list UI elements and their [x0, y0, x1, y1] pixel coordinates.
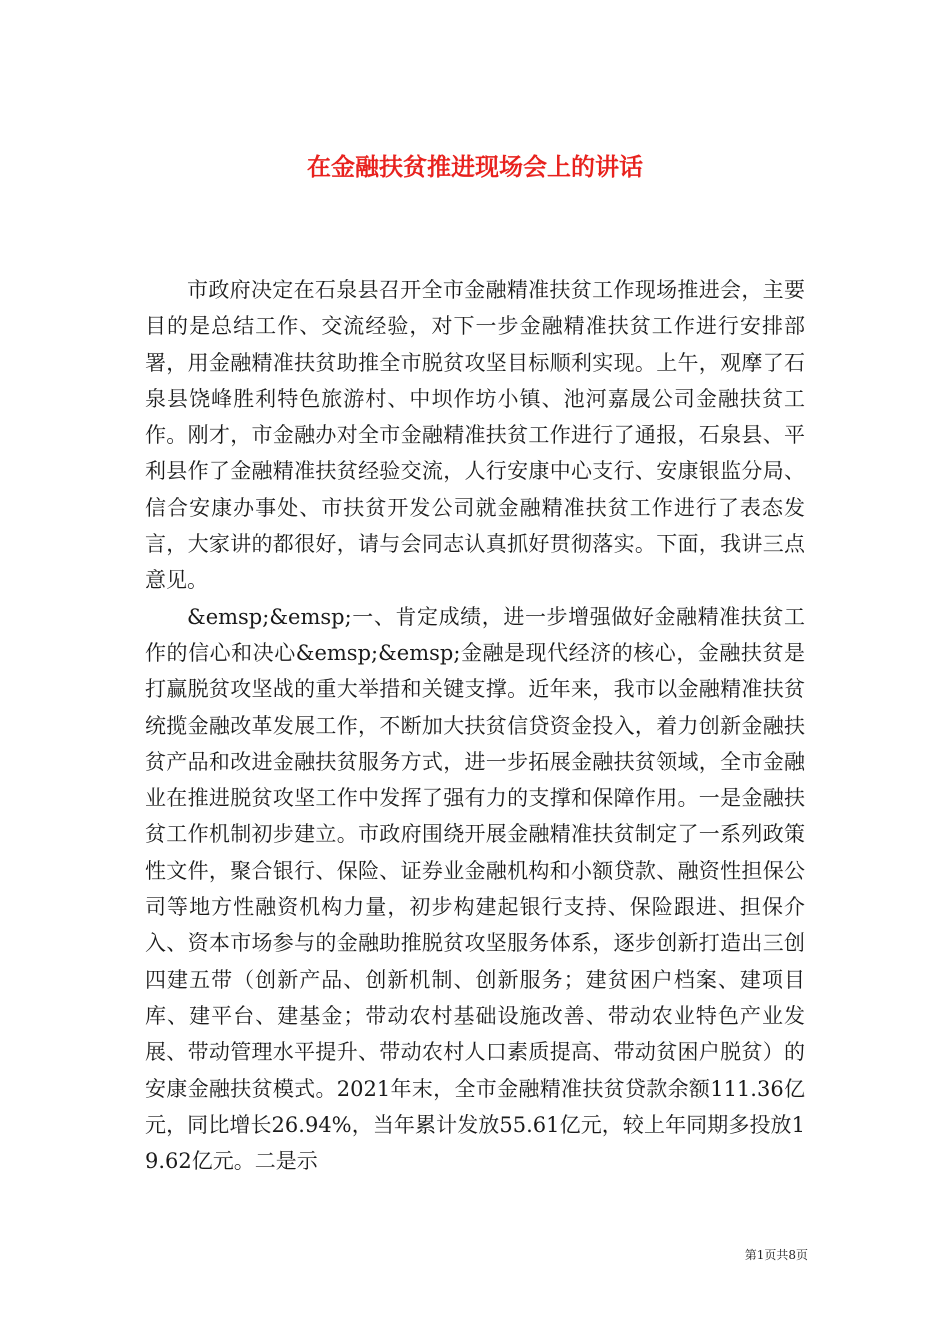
paragraph-intro: 市政府决定在石泉县召开全市金融精准扶贫工作现场推进会，主要目的是总结工作、交流经验，对下一步金融精准扶贫工作进行安排部署，用金融精准扶贫助推全市脱贫攻坚目标顺利实现。上午，观摩了石泉县饶峰胜利特色旅游村、中坝作坊小镇、池河嘉晟公司金融扶贫工作。刚才，市金融办对全市金融精准扶贫工作进行了通报，石泉县、平利县作了金融精准扶贫经验交流，人行安康中心支行、安康银监分局、信合安康办事处、市扶贫开发公司就金融精准扶贫工作进行了表态发言，大家讲的都很好，请与会同志认真抓好贯彻落实。下面，我讲三点意见。: [145, 278, 805, 593]
page-title: 在金融扶贫推进现场会上的讲话: [307, 153, 643, 182]
paragraph-section-one: &emsp;&emsp;一、肯定成绩，进一步增强做好金融精准扶贫工作的信心和决心&emsp;&emsp;金融是现代经济的核心，金融扶贫是打赢脱贫攻坚战的重大举措和关键支撑。近年来，我市以金融精准扶贫统揽金融改革发展工作，不断加大扶贫信贷资金投入，着力创新金融扶贫产品和改进金融扶贫服务方式，进一步拓展金融扶贫领域，全市金融业在推进脱贫攻坚工作中发挥了强有力的支撑和保障作用。一是金融扶贫工作机制初步建立。市政府围绕开展金融精准扶贫制定了一系列政策性文件，聚合银行、保险、证券业金融机构和小额贷款、融资性担保公司等地方性融资机构力量，初步构建起银行支持、保险跟进、担保介入、资本市场参与的金融助推脱贫攻坚服务体系，逐步创新打造出三创四建五带（创新产品、创新机制、创新服务；建贫困户档案、建项目库、建平台、建基金；带动农村基础设施改善、带动农业特色产业发展、带动管理水平提升、带动农村人口素质提高、带动贫困户脱贫）的安康金融扶贫模式。2021年末，全市金融精准扶贫贷款余额111.36亿元，同比增长26.94%，当年累计发放55.61亿元，较上年同期多投放19.62亿元。二是示: [145, 604, 805, 1174]
page-number: 第1页共8页: [744, 1248, 808, 1262]
document-body: [145, 272, 805, 1179]
